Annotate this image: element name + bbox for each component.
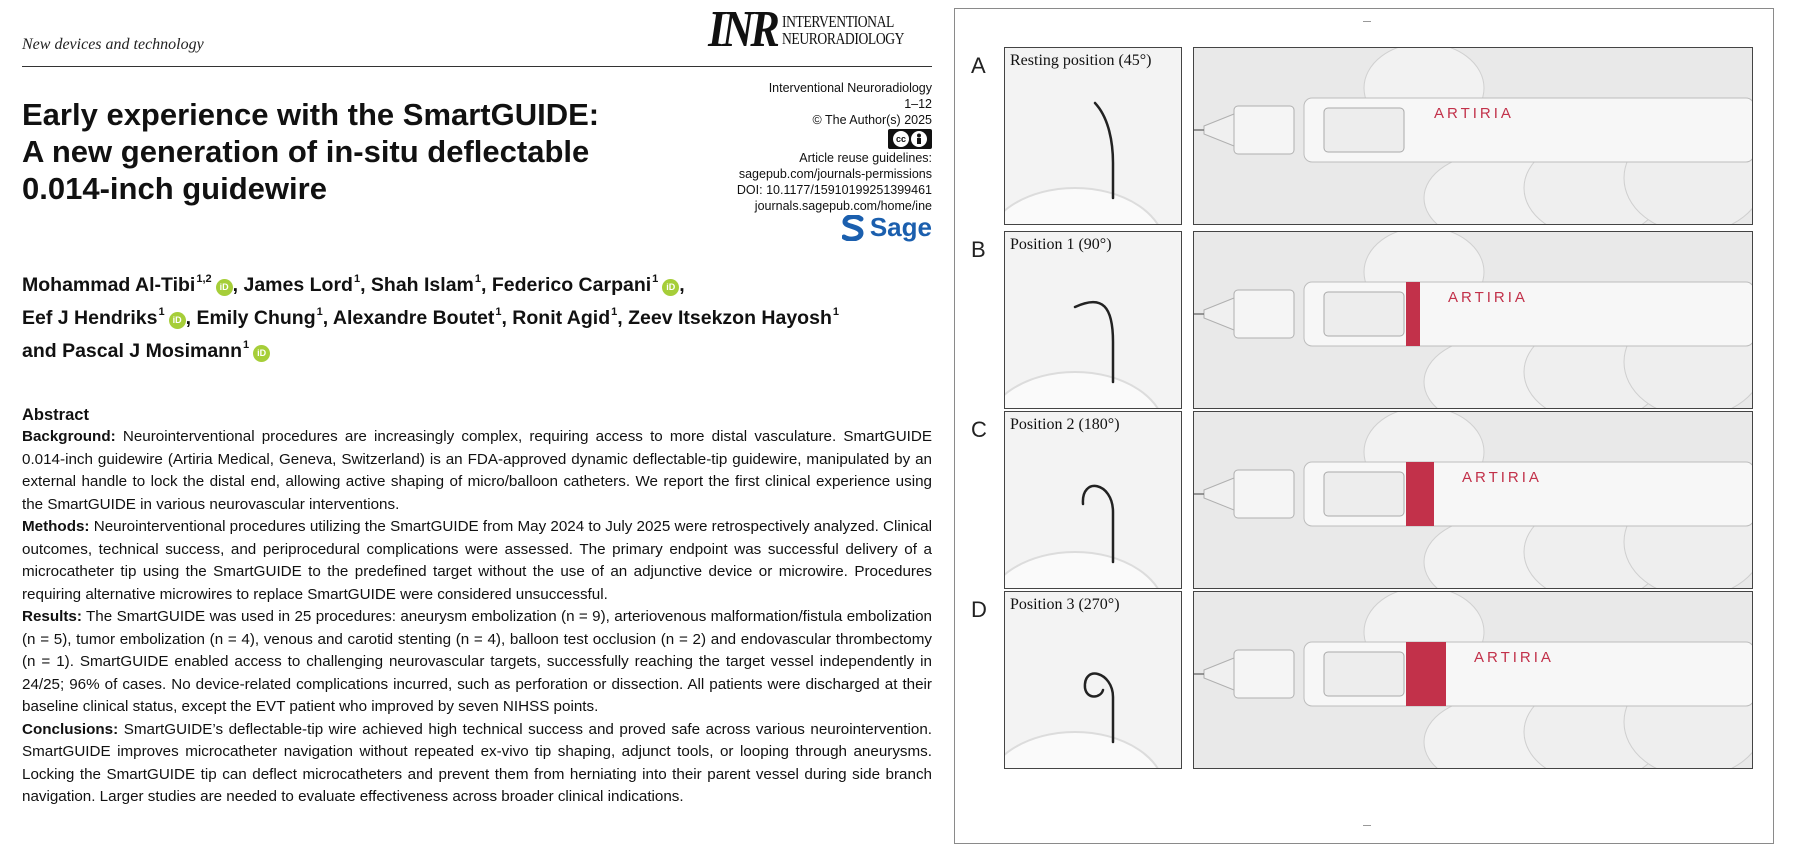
figure-top-tick xyxy=(1363,21,1371,22)
handle-hub xyxy=(1234,650,1294,698)
abstract-conclusions xyxy=(22,719,932,809)
author-name: Ronit Agid xyxy=(512,307,611,329)
panel-caption: Position 1 (90°) xyxy=(1010,236,1112,253)
panel-caption: Resting position (45°) xyxy=(1010,52,1152,69)
abstract-text: The SmartGUIDE was used in 25 procedures: aneurysm embolization (n = 9), arteriovenous malformation/fistula embolization (n = 5), tumor embolization (n = 4), venous and carotid stenting (n = 4), balloon test occlusion (n = 2) and endovascular thrombectomy (n = 1). SmartGUIDE enabled access to challenging neurovascular targets, successfully reaching the target vessel independently in 24/25; 96% of cases. No device-related complications incurred, such as perforation or dissection. All patients were discharged at their baseline clinical status, except the EVT patient who improved by seven NIHSS points. xyxy=(22,608,932,715)
wire-tip-photo xyxy=(1004,47,1182,225)
slider-window xyxy=(1324,108,1404,152)
title-line: A new generation of in-situ deflectable xyxy=(22,134,590,169)
author-separator: , xyxy=(232,274,244,296)
slider-window xyxy=(1324,472,1404,516)
position-band xyxy=(1406,462,1434,526)
wire-tip-photo xyxy=(1004,591,1182,769)
position-band xyxy=(1406,282,1420,346)
reuse-label: Article reuse guidelines: xyxy=(799,151,932,165)
abstract-label: Results: xyxy=(22,608,82,625)
orcid-icon[interactable]: iD xyxy=(662,279,679,296)
abstract-label: Background: xyxy=(22,428,116,445)
handle-photo xyxy=(1193,231,1753,409)
sage-logo-icon xyxy=(842,215,864,241)
author-name: Federico Carpani xyxy=(491,274,652,296)
journal-logo-word: INTERVENTIONAL xyxy=(782,12,894,31)
panel-letter: A xyxy=(971,53,986,78)
sage-logo xyxy=(842,212,932,243)
author-separator: , xyxy=(481,274,492,296)
author-separator: , xyxy=(501,307,513,329)
abstract-results xyxy=(22,606,932,719)
author-separator: , xyxy=(617,307,629,329)
panel-caption: Position 2 (180°) xyxy=(1010,416,1120,433)
article-page xyxy=(22,0,932,847)
cc-license[interactable] xyxy=(672,128,932,150)
figure-row xyxy=(955,391,1773,571)
journal-link[interactable]: journals.sagepub.com/home/ine xyxy=(754,199,932,213)
title-line: Early experience with the SmartGUIDE: xyxy=(22,97,600,132)
author-name: James Lord xyxy=(243,274,353,296)
handle-hub xyxy=(1234,106,1294,154)
journal-logo-mark: INR xyxy=(707,1,776,58)
handle-photo xyxy=(1193,411,1753,589)
figure-bottom-tick xyxy=(1363,825,1371,826)
author-affiliation: 1 xyxy=(652,273,659,285)
author-affiliation: 1 xyxy=(158,306,165,318)
article-metadata xyxy=(672,80,932,214)
brand-text: ARTIRIA xyxy=(1474,649,1554,666)
slider-window xyxy=(1324,292,1404,336)
reuse-link[interactable]: sagepub.com/journals-permissions xyxy=(738,167,932,181)
handle-hub xyxy=(1234,290,1294,338)
author-affiliation: 1 xyxy=(243,339,250,351)
author-name: and Pascal J Mosimann xyxy=(22,340,242,362)
author-separator: , xyxy=(679,274,685,296)
figure-panel xyxy=(954,8,1774,844)
person-icon xyxy=(911,131,927,147)
sage-logo-text: Sage xyxy=(869,212,932,242)
abstract-text: Neurointerventional procedures utilizing the SmartGUIDE from May 2024 to July 2025 were retrospectively analyzed. Clinical outcomes, technical success, and periprocedural complications were assessed. The primary endpoint was successful delivery of a microcatheter tip using the SmartGUIDE to the predefined target without the use of an adjunctive device or microwire. Procedures requiring alternative microwires to replace SmartGUIDE were considered unsuccessful. xyxy=(22,518,932,603)
abstract-text: SmartGUIDE’s deflectable-tip wire achieved high technical success and proved safe across various neurointervention. SmartGUIDE improves microcatheter navigation without repeated ex-vivo tip shaping, adjunct tools, or looping through aneurysms. Locking the SmartGUIDE tip can deflect microcatheters and prevent them from herniating into their parent vessel during side branch navigation. Larger studies are needed to evaluate effectiveness across broader clinical indications. xyxy=(22,720,932,805)
copyright: © The Author(s) 2025 xyxy=(812,113,932,127)
abstract-heading: Abstract xyxy=(22,406,89,424)
abstract-text: Neurointerventional procedures are increasingly complex, requiring access to more distal vasculature. SmartGUIDE 0.014-inch guidewire (Artiria Medical, Geneva, Switzerland) is an FDA-approved dynamic deflectable-tip guidewire, manipulated by an external handle to lock the distal end, allowing active shaping of micro/balloon catheters. We report the first clinical experience using the SmartGUIDE in various neurovascular interventions. xyxy=(22,428,932,513)
article-title xyxy=(22,96,662,207)
author-separator: , xyxy=(185,307,197,329)
author-separator: , xyxy=(322,307,333,329)
author-separator: , xyxy=(360,274,371,296)
orcid-icon[interactable]: iD xyxy=(169,312,186,329)
position-band xyxy=(1406,642,1446,706)
panel-caption: Position 3 (270°) xyxy=(1010,596,1120,613)
abstract-label: Conclusions: xyxy=(22,720,119,738)
author-list xyxy=(22,266,932,365)
author-affiliation: 1 xyxy=(316,306,323,318)
panel-letter: C xyxy=(971,417,987,442)
wire-tip-photo xyxy=(1004,231,1182,409)
panel-letter: D xyxy=(971,597,987,622)
author-name: Eef J Hendriks xyxy=(22,307,158,329)
handle-hub xyxy=(1234,470,1294,518)
brand-text: ARTIRIA xyxy=(1434,105,1514,122)
author-name: Emily Chung xyxy=(196,307,316,329)
page-range: 1–12 xyxy=(904,97,932,111)
slider-window xyxy=(1324,652,1404,696)
abstract-background xyxy=(22,426,932,516)
title-line: 0.014-inch guidewire xyxy=(22,171,327,206)
doi[interactable]: DOI: 10.1177/15910199251399461 xyxy=(736,183,932,197)
abstract-label: Methods: xyxy=(22,518,90,535)
author-name: Mohammad Al-Tibi xyxy=(22,274,196,296)
author-affiliation: 1 xyxy=(495,306,502,318)
figure-row xyxy=(955,571,1773,751)
author-name: Zeev Itsekzon Hayosh xyxy=(628,307,832,329)
journal-logo-words xyxy=(782,12,905,48)
wire-tip-photo xyxy=(1004,411,1182,589)
author-affiliation: 1 xyxy=(474,273,482,285)
handle-photo xyxy=(1193,47,1753,225)
figure-row xyxy=(955,211,1773,391)
brand-text: ARTIRIA xyxy=(1462,469,1542,486)
orcid-icon[interactable]: iD xyxy=(216,279,233,296)
figure-row xyxy=(955,27,1773,207)
author-affiliation: 1 xyxy=(832,306,839,318)
orcid-icon[interactable]: iD xyxy=(253,345,270,362)
handle-photo xyxy=(1193,591,1753,769)
author-name: Alexandre Boutet xyxy=(332,307,495,329)
panel-letter: B xyxy=(971,237,986,262)
author-affiliation: 1 xyxy=(611,306,618,318)
header-rule xyxy=(22,66,932,67)
abstract xyxy=(22,404,932,809)
cc-icon: cc xyxy=(893,131,909,147)
brand-text: ARTIRIA xyxy=(1448,289,1528,306)
cc-by-icon[interactable] xyxy=(888,129,932,149)
author-affiliation: 1,2 xyxy=(196,273,212,285)
section-label: New devices and technology xyxy=(22,36,204,53)
journal-logo xyxy=(696,1,932,58)
journal-name: Interventional Neuroradiology xyxy=(768,81,932,95)
abstract-methods xyxy=(22,516,932,606)
journal-logo-word: NEURORADIOLOGY xyxy=(782,29,905,48)
author-affiliation: 1 xyxy=(353,273,361,285)
author-name: Shah Islam xyxy=(370,274,474,296)
